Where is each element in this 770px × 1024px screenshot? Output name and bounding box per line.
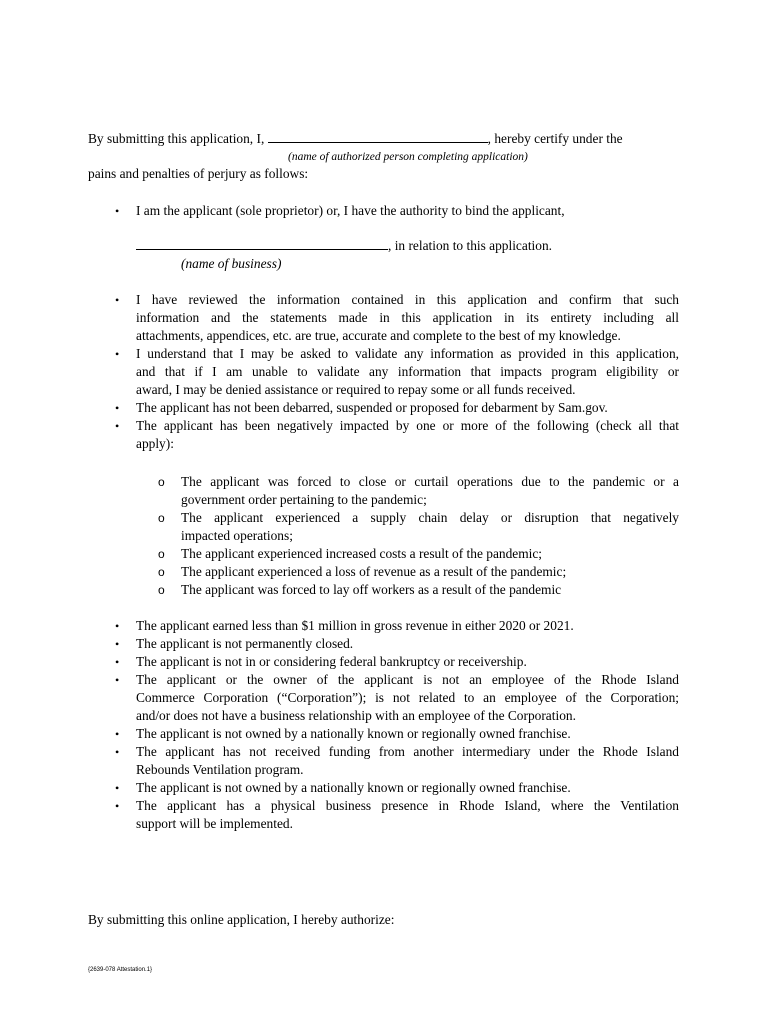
bullet-text-line: The applicant is not permanently closed. bbox=[136, 636, 354, 651]
sub-item-text-line: The applicant experienced increased costs a result of the pandemic; bbox=[181, 546, 543, 561]
intro-continuation: pains and penalties of perjury as follows: bbox=[88, 166, 309, 181]
closing-statement: By submitting this online application, I hereby authorize: bbox=[88, 912, 395, 927]
sub-item-text-line: The applicant was forced to close or curtail operations due to the pandemic or a bbox=[181, 474, 679, 489]
business-name-line bbox=[136, 237, 552, 255]
bullet-text-line: The applicant has a physical business presence in Rhode Island, where the Ventilation bbox=[136, 798, 679, 813]
bullet-text-line: apply): bbox=[136, 436, 174, 451]
business-name-after: , in relation to this application. bbox=[388, 238, 553, 253]
bullet-text-line: and/or does not have a business relationship with an employee of the Corporation. bbox=[136, 708, 576, 723]
bullet-text-line: The applicant or the owner of the applicant is not an employee of the Rhode Island bbox=[136, 672, 679, 687]
business-name-blank bbox=[136, 237, 388, 250]
bullet-text-line: I understand that I may be asked to validate any information as provided in this application, bbox=[136, 346, 679, 361]
bullet-text-line: information and the statements made in this application in its entirety including all bbox=[136, 310, 679, 325]
bullet-icon: • bbox=[115, 204, 120, 218]
bullet-text-line: Rebounds Ventilation program. bbox=[136, 762, 304, 777]
bullet-text-line: attachments, appendices, etc. are true, accurate and complete to the best of my knowledge. bbox=[136, 328, 621, 343]
sub-bullet-icon: o bbox=[158, 475, 165, 489]
sub-item-text-line: impacted operations; bbox=[181, 528, 293, 543]
sub-item-text-line: The applicant experienced a supply chain delay or disruption that negatively bbox=[181, 510, 679, 525]
bullet-text-line: support will be implemented. bbox=[136, 816, 293, 831]
intro-line bbox=[88, 130, 623, 148]
authorized-person-caption: (name of authorized person completing application) bbox=[288, 151, 528, 163]
sub-bullet-icon: o bbox=[158, 565, 165, 579]
bullet-icon: • bbox=[115, 347, 120, 361]
bullet-icon: • bbox=[115, 655, 120, 669]
bullet-icon: • bbox=[115, 781, 120, 795]
sub-item-text-line: The applicant was forced to lay off workers as a result of the pandemic bbox=[181, 582, 562, 597]
bullet-text-line: Commerce Corporation (“Corporation”); is not related to an employee of the Corporation; bbox=[136, 690, 679, 705]
bullet-text-line: I have reviewed the information contained in this application and confirm that such bbox=[136, 292, 679, 307]
sub-item-text-line: government order pertaining to the pandemic; bbox=[181, 492, 427, 507]
business-name-caption: (name of business) bbox=[181, 256, 282, 271]
authorized-person-blank bbox=[268, 130, 488, 143]
bullet-text-line: The applicant has been negatively impacted by one or more of the following (check all that bbox=[136, 418, 679, 433]
bullet-icon: • bbox=[115, 799, 120, 813]
bullet-icon: • bbox=[115, 637, 120, 651]
bullet-text-line: The applicant is not owned by a nationally known or regionally owned franchise. bbox=[136, 780, 571, 795]
bullet-text-line: The applicant has not received funding from another intermediary under the Rhode Island bbox=[136, 744, 679, 759]
bullet-icon: • bbox=[115, 293, 120, 307]
sub-bullet-icon: o bbox=[158, 547, 165, 561]
authority-line: I am the applicant (sole proprietor) or, I have the authority to bind the applicant, bbox=[136, 203, 565, 218]
bullet-text-line: The applicant is not owned by a nationally known or regionally owned franchise. bbox=[136, 726, 571, 741]
bullet-text-line: The applicant is not in or considering federal bankruptcy or receivership. bbox=[136, 654, 527, 669]
footer-document-id: {2639-078 Attestation.1} bbox=[88, 967, 153, 973]
intro-text-before: By submitting this application, I, bbox=[88, 131, 268, 146]
bullet-icon: • bbox=[115, 619, 120, 633]
intro-text-after: , hereby certify under the bbox=[487, 131, 623, 146]
bullet-icon: • bbox=[115, 419, 120, 433]
sub-bullet-icon: o bbox=[158, 583, 165, 597]
bullet-icon: • bbox=[115, 401, 120, 415]
bullet-text-line: The applicant has not been debarred, suspended or proposed for debarment by Sam.gov. bbox=[136, 400, 608, 415]
bullet-icon: • bbox=[115, 745, 120, 759]
sub-item-text-line: The applicant experienced a loss of revenue as a result of the pandemic; bbox=[181, 564, 567, 579]
bullet-text-line: and that if I am unable to validate any information that impacts program eligibility or bbox=[136, 364, 679, 379]
sub-bullet-icon: o bbox=[158, 511, 165, 525]
bullet-text-line: award, I may be denied assistance or required to repay some or all funds received. bbox=[136, 382, 576, 397]
bullet-icon: • bbox=[115, 727, 120, 741]
bullet-icon: • bbox=[115, 673, 120, 687]
bullet-text-line: The applicant earned less than $1 million in gross revenue in either 2020 or 2021. bbox=[136, 618, 574, 633]
